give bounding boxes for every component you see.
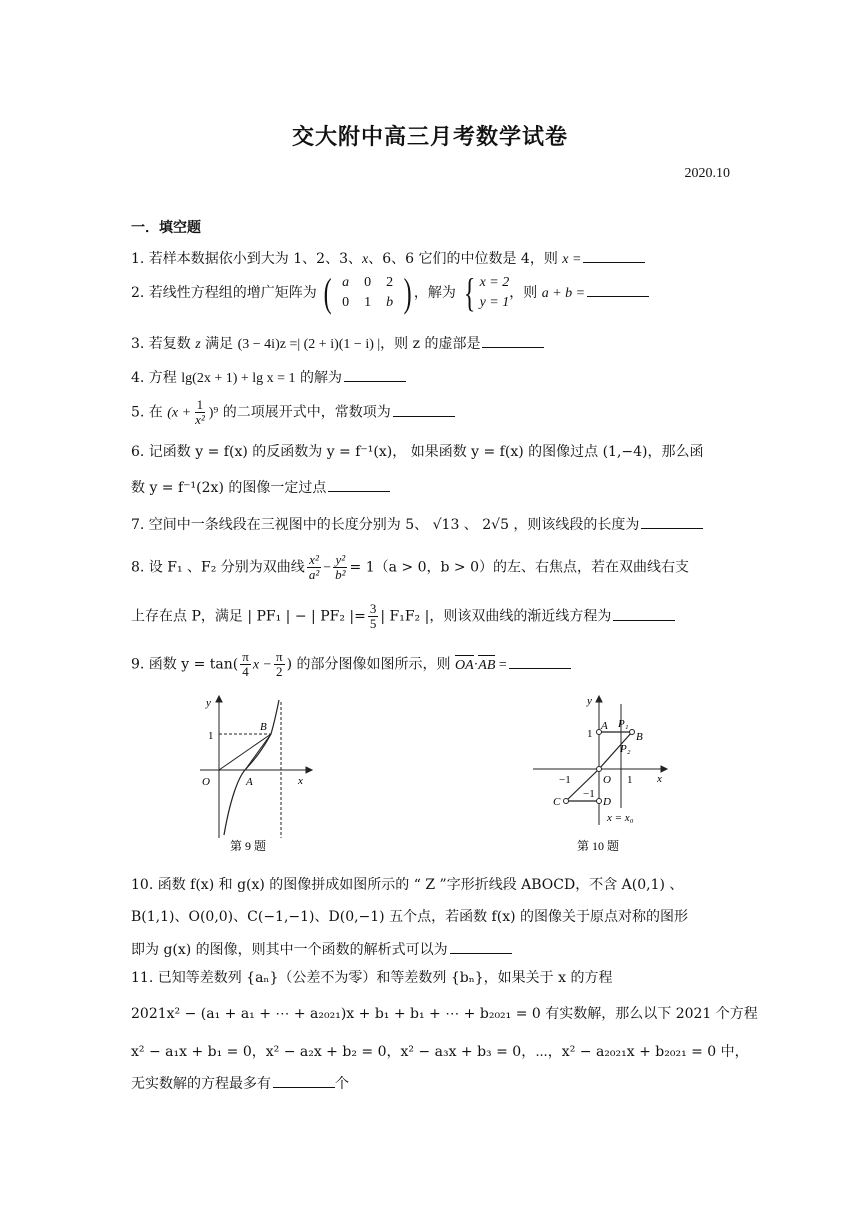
question-8-line2: 上存在点 P，满足 | PF₁ | − | PF₂ |= $\frac{3}{5}$ | F₁F₂ |，则该双曲线的渐近线方程为 xyxy=(131,602,675,631)
question-2 xyxy=(131,270,649,315)
question-4: 4. 方程 lg(2x + 1) + lg x = 1 的解为 xyxy=(131,367,406,388)
q2-mid: ，解为 xyxy=(413,285,456,301)
svg-text:P₁: P₁ xyxy=(618,718,629,730)
answer-blank[interactable] xyxy=(587,282,649,297)
exam-title: 交大附中高三月考数学试卷 xyxy=(291,124,568,150)
svg-text:O: O xyxy=(202,776,210,788)
q1-mid: 、6、6 它们的中位数是 4，则 xyxy=(368,251,563,267)
answer-blank[interactable] xyxy=(393,402,455,417)
answer-blank[interactable] xyxy=(583,248,645,263)
svg-text:A: A xyxy=(246,776,253,788)
figure-9 xyxy=(180,690,320,860)
answer-blank[interactable] xyxy=(344,367,406,382)
answer-blank[interactable] xyxy=(641,514,703,529)
question-11-line4: 无实数解的方程最多有 个 xyxy=(131,1073,349,1093)
svg-text:y: y xyxy=(587,695,592,707)
tan-curve xyxy=(224,700,279,835)
question-1 xyxy=(131,248,645,269)
question-11-line3: x² − a₁x + b₁ = 0，x² − a₂x + b₂ = 0，x² − a₃x + b₃ = 0，⋯，x² − a₂₀₂₁x + b₂₀₂₁ = 0 中， xyxy=(131,1044,749,1060)
q2-tail: a + b = xyxy=(541,286,586,301)
question-8-line1: 8. 设 F₁ 、F₂ 分别为双曲线 $\frac{\text{x²}}{\text{a²}}$ − $\frac{\text{y²}}{\text{b²}}$ = 1（a > 0，b > 0）的左、右焦点，若在双曲线右支 xyxy=(131,552,690,582)
q2-post: ，则 xyxy=(509,285,542,301)
question-11-line2: 2021x² − (a₁ + a₁ + ⋯ + a₂₀₂₁)x + b₁ + b₁ + ⋯ + b₂₀₂₁ = 0 有实数解，那么以下 2021 个方程 xyxy=(131,1006,758,1022)
answer-blank[interactable] xyxy=(273,1073,335,1088)
svg-text:O: O xyxy=(603,774,611,786)
svg-text:1: 1 xyxy=(587,728,593,740)
figure-10 xyxy=(525,690,685,860)
question-10-line2: B(1,1)、O(0,0)、C(−1,−1)、D(0,−1) 五个点，若函数 f(x) 的图像关于原点对称的图形 xyxy=(131,909,688,925)
q1-var: x xyxy=(361,252,369,267)
question-7: 7. 空间中一条线段在三视图中的长度分别为 5、 √13 、 2√5 ，则该线段的长度为 xyxy=(131,514,703,534)
answer-blank[interactable] xyxy=(482,333,544,348)
svg-text:1: 1 xyxy=(627,774,633,786)
svg-text:C: C xyxy=(553,796,561,808)
question-11-line1: 11. 已知等差数列 {aₙ}（公差不为零）和等差数列 {bₙ}，如果关于 x 的方程 xyxy=(131,970,613,986)
svg-text:x: x xyxy=(298,775,303,787)
question-9: 9. 函数 y = tan( $\frac{\pi}{4}$ x − $\frac{\pi}{2}$ ) 的部分图像如图所示，则 OA·AB = xyxy=(131,650,571,679)
q1-tail: x = xyxy=(562,252,582,267)
augmented-matrix: ( a 0 2 0 1 b ) xyxy=(323,270,412,315)
svg-text:B: B xyxy=(260,721,267,733)
question-10-line1: 10. 函数 f(x) 和 g(x) 的图像拼成如图所示的 “ Z ”字形折线段 ABOCD，不含 A(0,1) 、 xyxy=(131,877,684,893)
question-3: 3. 若复数 z 满足 (3 − 4i)z =| (2 + i)(1 − i) |，则 z 的虚部是 xyxy=(131,333,544,354)
q1-text: 1. 若样本数据依小到大为 1、2、3、 xyxy=(131,251,362,267)
svg-text:−1: −1 xyxy=(583,788,595,800)
segment-OB xyxy=(219,734,271,770)
svg-text:1: 1 xyxy=(208,730,214,742)
answer-blank[interactable] xyxy=(509,654,571,669)
svg-text:A: A xyxy=(601,720,608,732)
question-10-line3: 即为 g(x) 的图像，则其中一个函数的解析式可以为 xyxy=(131,939,512,959)
svg-text:x: x xyxy=(657,773,662,785)
answer-blank[interactable] xyxy=(613,606,675,621)
svg-text:D: D xyxy=(603,796,611,808)
question-6-line2: 数 y = f⁻¹(2x) 的图像一定过点 xyxy=(131,477,390,497)
question-5: 5. 在 (x + $\frac{1}{\text{x²}}$ )⁹ 的二项展开式中，常数项为 xyxy=(131,398,455,427)
svg-text:x = x₀: x = x₀ xyxy=(607,812,634,824)
answer-blank[interactable] xyxy=(450,939,512,954)
figure-10-caption: 第 10 题 xyxy=(577,839,620,853)
svg-text:P₂: P₂ xyxy=(620,743,631,755)
segment-AB xyxy=(245,734,271,770)
q2-text: 2. 若线性方程组的增广矩阵为 xyxy=(131,285,317,301)
answer-blank[interactable] xyxy=(328,477,390,492)
svg-text:B: B xyxy=(636,731,643,743)
solution-system: { x = 2 y = 1 xyxy=(464,270,510,315)
exam-date: 2020.10 xyxy=(684,166,730,181)
section-heading: 一．填空题 xyxy=(131,220,201,236)
figure-9-caption: 第 9 题 xyxy=(230,839,267,853)
svg-text:−1: −1 xyxy=(559,774,571,786)
question-6-line1: 6. 记函数 y = f(x) 的反函数为 y = f⁻¹(x)， 如果函数 y = f(x) 的图像过点 (1,−4)，那么函 xyxy=(131,444,704,460)
svg-text:y: y xyxy=(206,697,211,709)
